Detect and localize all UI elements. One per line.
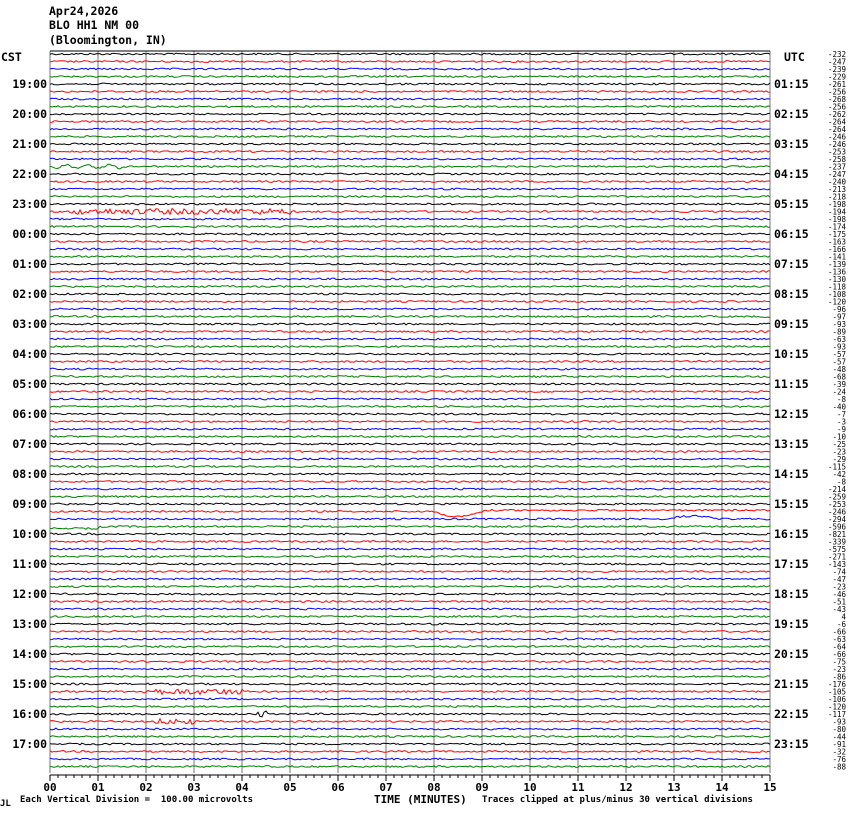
hour-label-left: 05:00 <box>12 377 47 391</box>
trace-line <box>50 728 770 730</box>
trace-line <box>50 509 770 517</box>
x-tick-label: 11 <box>571 781 585 794</box>
trace-line <box>50 406 770 408</box>
hour-label-left: 09:00 <box>12 497 47 511</box>
trace-line <box>50 271 770 273</box>
trace-offset-value: -91 <box>832 740 846 749</box>
trace-offset-value: -63 <box>832 635 846 644</box>
trace-offset-value: -117 <box>827 710 846 719</box>
trace-line <box>50 346 770 348</box>
x-tick-label: 07 <box>379 781 393 794</box>
trace-offset-value: -264 <box>827 125 846 134</box>
trace-line <box>50 473 770 475</box>
trace-offset-value: -264 <box>827 117 846 127</box>
trace-offset-value: -256 <box>827 102 846 112</box>
hour-label-right: 10:15 <box>774 347 809 361</box>
trace-offset-value: -40 <box>832 402 846 412</box>
trace-offset-value: -120 <box>827 702 846 712</box>
trace-line <box>50 256 770 258</box>
trace-line <box>50 766 770 768</box>
hour-label-left: 19:00 <box>12 77 47 91</box>
trace-offset-value: -256 <box>827 87 846 97</box>
hour-label-right: 07:15 <box>774 257 809 271</box>
trace-line <box>50 308 770 310</box>
trace-offset-value: -63 <box>832 335 846 344</box>
hour-label-left: 22:00 <box>12 167 47 181</box>
hour-label-left: 15:00 <box>12 677 47 691</box>
trace-offset-value: -253 <box>827 500 846 509</box>
trace-offset-value: -247 <box>827 170 846 179</box>
trace-line <box>50 136 770 138</box>
x-tick-label: 13 <box>667 781 681 794</box>
hour-label-left: 08:00 <box>12 467 47 481</box>
hour-label-left: 14:00 <box>12 647 47 661</box>
trace-offset-value: -247 <box>827 57 846 67</box>
trace-line <box>50 218 770 220</box>
trace-offset-value: -174 <box>827 222 846 232</box>
x-tick-label: 10 <box>523 781 537 794</box>
trace-line <box>50 616 770 618</box>
trace-offset-value: -166 <box>827 245 846 254</box>
hour-label-right: 16:15 <box>774 527 809 541</box>
trace-offset-value: -821 <box>827 530 846 539</box>
hour-label-left: 23:00 <box>12 197 47 211</box>
trace-line <box>50 421 770 423</box>
trace-line <box>50 458 770 460</box>
hour-label-left: 04:00 <box>12 347 47 361</box>
trace-line <box>50 383 770 385</box>
trace-offset-value: -25 <box>832 440 846 449</box>
station-location: (Bloomington, IN) <box>49 33 167 47</box>
trace-offset-value: -9 <box>836 425 846 434</box>
hour-label-left: 20:00 <box>12 107 47 121</box>
trace-line <box>50 143 770 145</box>
trace-offset-value: -120 <box>827 297 846 307</box>
trace-offset-column <box>828 50 847 772</box>
trace-line <box>50 53 770 55</box>
trace-offset-value: -76 <box>832 755 846 764</box>
trace-offset-value: -214 <box>827 485 846 494</box>
trace-line <box>50 226 770 228</box>
trace-offset-value: -139 <box>827 260 846 269</box>
seismic-traces <box>50 53 770 767</box>
trace-line <box>50 436 770 438</box>
trace-line <box>50 278 770 280</box>
scale-note: Each Vertical Division = 100.00 microvolts <box>20 795 253 805</box>
trace-offset-value: -141 <box>827 252 846 262</box>
hour-label-right: 01:15 <box>774 77 809 91</box>
trace-offset-value: -32 <box>832 747 846 757</box>
trace-offset-value: -29 <box>832 455 846 464</box>
trace-line <box>50 563 770 565</box>
x-tick-label: 03 <box>187 781 201 794</box>
trace-line <box>50 548 770 550</box>
trace-line <box>50 481 770 483</box>
x-tick-label: 09 <box>475 781 489 794</box>
hour-label-left: 10:00 <box>12 527 47 541</box>
trace-offset-value: -237 <box>827 162 846 172</box>
trace-line <box>50 736 770 738</box>
trace-line <box>50 368 770 370</box>
trace-line <box>50 413 770 415</box>
trace-offset-value: -246 <box>827 507 846 517</box>
trace-offset-value: -163 <box>827 237 846 247</box>
trace-line <box>50 556 770 558</box>
hour-label-right: 18:15 <box>774 587 809 601</box>
trace-line <box>50 98 770 100</box>
trace-line <box>50 526 770 530</box>
trace-line <box>50 668 770 670</box>
trace-line <box>50 689 770 694</box>
trace-line <box>50 398 770 400</box>
trace-offset-value: -240 <box>827 177 846 187</box>
hour-label-left: 16:00 <box>12 707 47 721</box>
trace-offset-value: -261 <box>827 80 846 89</box>
trace-offset-value: -213 <box>827 185 846 194</box>
trace-line <box>50 608 770 610</box>
trace-offset-value: -57 <box>832 350 846 359</box>
trace-offset-value: -64 <box>832 642 846 652</box>
trace-offset-value: -271 <box>827 552 846 562</box>
trace-offset-value: -88 <box>832 762 846 772</box>
trace-line <box>50 233 770 235</box>
hour-label-right: 03:15 <box>774 137 809 151</box>
trace-line <box>50 631 770 633</box>
trace-line <box>50 676 770 678</box>
trace-offset-value: -198 <box>827 215 846 224</box>
trace-line <box>50 661 770 663</box>
x-tick-label: 14 <box>715 781 729 794</box>
trace-offset-value: -68 <box>832 372 846 382</box>
trace-line <box>50 601 770 603</box>
trace-offset-value: -194 <box>827 207 846 217</box>
trace-offset-value: -93 <box>832 342 846 352</box>
trace-line <box>50 719 770 724</box>
trace-offset-value: -262 <box>827 110 846 119</box>
x-tick-label: 08 <box>427 781 441 794</box>
trace-line <box>50 286 770 288</box>
hour-label-left: 17:00 <box>12 737 47 751</box>
trace-offset-value: -575 <box>827 545 846 554</box>
hour-label-right: 14:15 <box>774 467 809 481</box>
trace-line <box>50 181 770 183</box>
clip-note: Traces clipped at plus/minus 30 vertical divisions <box>482 795 753 805</box>
hour-label-left: 13:00 <box>12 617 47 631</box>
trace-line <box>50 316 770 318</box>
trace-offset-value: -268 <box>827 95 846 104</box>
trace-line <box>50 128 770 130</box>
trace-offset-value: -48 <box>832 365 846 374</box>
trace-offset-value: -96 <box>832 305 846 314</box>
hour-label-right: 09:15 <box>774 317 809 331</box>
trace-offset-value: -105 <box>827 687 846 697</box>
trace-offset-value: -143 <box>827 560 846 569</box>
trace-line <box>50 173 770 175</box>
hour-label-left: 00:00 <box>12 227 47 241</box>
trace-line <box>50 203 770 205</box>
trace-offset-value: -43 <box>832 605 846 614</box>
trace-line <box>50 515 770 520</box>
trace-offset-value: -118 <box>827 282 846 292</box>
trace-offset-value: -8 <box>836 477 846 487</box>
trace-line <box>50 451 770 453</box>
trace-line <box>50 113 770 115</box>
trace-offset-value: -239 <box>827 65 846 74</box>
hour-label-right: 19:15 <box>774 617 809 631</box>
trace-line <box>50 91 770 93</box>
corner-mark: JL <box>0 799 11 809</box>
trace-offset-value: -47 <box>832 575 846 584</box>
trace-offset-value: -175 <box>827 230 846 239</box>
trace-offset-value: -44 <box>832 732 846 742</box>
trace-line <box>50 466 770 468</box>
trace-line <box>50 338 770 340</box>
hour-label-right: 11:15 <box>774 377 809 391</box>
left-time-axis <box>12 77 47 751</box>
trace-line <box>50 541 770 543</box>
x-tick-label: 00 <box>43 781 57 794</box>
trace-line <box>50 711 770 717</box>
hour-label-left: 03:00 <box>12 317 47 331</box>
trace-offset-value: -176 <box>827 680 846 689</box>
x-tick-label: 01 <box>91 781 105 794</box>
trace-line <box>50 353 770 355</box>
trace-line <box>50 106 770 108</box>
trace-offset-value: -108 <box>827 290 846 299</box>
trace-offset-value: -42 <box>832 470 846 479</box>
trace-line <box>50 653 770 655</box>
trace-offset-value: -46 <box>832 590 846 599</box>
hour-label-right: 23:15 <box>774 737 809 751</box>
trace-line <box>50 76 770 78</box>
trace-offset-value: -97 <box>832 312 846 322</box>
trace-offset-value: -7 <box>836 410 846 419</box>
trace-line <box>50 751 770 753</box>
trace-line <box>50 151 770 153</box>
x-tick-label: 06 <box>331 781 345 794</box>
hour-label-right: 04:15 <box>774 167 809 181</box>
x-tick-label: 12 <box>619 781 633 794</box>
trace-offset-value: -246 <box>827 132 846 142</box>
trace-offset-value: -23 <box>832 665 846 674</box>
trace-offset-value: -136 <box>827 267 846 277</box>
trace-offset-value: -39 <box>832 380 846 389</box>
trace-offset-value: -74 <box>832 567 846 577</box>
trace-offset-value: -130 <box>827 275 846 284</box>
trace-line <box>50 496 770 498</box>
hour-label-right: 17:15 <box>774 557 809 571</box>
trace-line <box>50 323 770 325</box>
trace-line <box>50 488 770 490</box>
trace-offset-value: -115 <box>827 462 846 472</box>
trace-offset-value: -66 <box>832 627 846 637</box>
x-tick-label: 15 <box>763 781 777 794</box>
trace-line <box>50 61 770 63</box>
trace-line <box>50 683 770 685</box>
hour-label-right: 20:15 <box>774 647 809 661</box>
trace-offset-value: -218 <box>827 192 846 202</box>
trace-offset-value: -57 <box>832 357 846 367</box>
trace-offset-value: -259 <box>827 492 846 502</box>
hour-label-right: 08:15 <box>774 287 809 301</box>
trace-line <box>50 638 770 640</box>
trace-offset-value: -246 <box>827 140 846 149</box>
trace-offset-value: -93 <box>832 717 846 727</box>
trace-line <box>50 293 770 295</box>
trace-line <box>50 209 770 215</box>
trace-offset-value: -80 <box>832 725 846 734</box>
trace-line <box>50 301 770 303</box>
hour-label-left: 02:00 <box>12 287 47 301</box>
trace-line <box>50 196 770 198</box>
trace-line <box>50 593 770 595</box>
right-timezone-label: UTC <box>784 50 805 64</box>
trace-offset-value: -294 <box>827 515 846 524</box>
trace-line <box>50 586 770 588</box>
trace-line <box>50 571 770 573</box>
x-tick-label: 04 <box>235 781 249 794</box>
x-axis <box>43 775 776 794</box>
trace-offset-value: -23 <box>832 582 846 592</box>
trace-offset-value: -66 <box>832 650 846 659</box>
trace-line <box>50 361 770 363</box>
trace-line <box>50 188 770 190</box>
trace-offset-value: -75 <box>832 657 846 667</box>
trace-offset-value: -253 <box>827 147 846 157</box>
hour-label-right: 06:15 <box>774 227 809 241</box>
trace-line <box>50 533 770 535</box>
trace-line <box>50 248 770 250</box>
trace-offset-value: -3 <box>836 417 846 427</box>
hour-label-left: 07:00 <box>12 437 47 451</box>
hour-label-right: 12:15 <box>774 407 809 421</box>
trace-line <box>50 758 770 760</box>
x-axis-title: TIME (MINUTES) <box>374 793 467 806</box>
trace-line <box>50 743 770 745</box>
trace-line <box>50 376 770 378</box>
hour-label-right: 13:15 <box>774 437 809 451</box>
plot-date: Apr24,2026 <box>49 4 119 18</box>
trace-line <box>50 623 770 625</box>
trace-offset-value: -106 <box>827 695 846 704</box>
x-tick-label: 05 <box>283 781 297 794</box>
trace-offset-value: -86 <box>832 672 846 682</box>
trace-offset-value: -8 <box>836 395 846 404</box>
trace-line <box>50 698 770 700</box>
trace-offset-value: -198 <box>827 200 846 209</box>
hour-label-right: 05:15 <box>774 197 809 211</box>
trace-line <box>50 706 770 708</box>
hour-label-right: 02:15 <box>774 107 809 121</box>
trace-line <box>50 121 770 123</box>
trace-line <box>50 241 770 243</box>
hour-label-left: 12:00 <box>12 587 47 601</box>
trace-line <box>50 503 770 505</box>
trace-offset-value: 4 <box>841 612 846 622</box>
trace-line <box>50 83 770 85</box>
right-time-axis <box>774 77 809 751</box>
trace-line <box>50 428 770 430</box>
left-timezone-label: CST <box>1 50 22 64</box>
hour-label-left: 21:00 <box>12 137 47 151</box>
trace-offset-value: -89 <box>832 327 846 337</box>
trace-line <box>50 158 770 160</box>
trace-offset-value: -339 <box>827 537 846 547</box>
trace-offset-value: -23 <box>832 447 846 457</box>
hour-label-right: 22:15 <box>774 707 809 721</box>
trace-offset-value: -10 <box>832 432 846 442</box>
x-tick-label: 02 <box>139 781 153 794</box>
trace-line <box>50 263 770 265</box>
hour-label-right: 15:15 <box>774 497 809 511</box>
trace-line <box>50 578 770 580</box>
trace-offset-value: -51 <box>832 597 846 607</box>
trace-line <box>50 164 770 169</box>
trace-offset-value: -229 <box>827 72 846 82</box>
hour-label-left: 11:00 <box>12 557 47 571</box>
trace-line <box>50 646 770 648</box>
trace-offset-value: -258 <box>827 155 846 164</box>
trace-offset-value: -6 <box>836 620 846 629</box>
hour-label-left: 01:00 <box>12 257 47 271</box>
hour-label-left: 06:00 <box>12 407 47 421</box>
trace-line <box>50 331 770 333</box>
trace-offset-value: -93 <box>832 320 846 329</box>
trace-line <box>50 68 770 70</box>
hour-label-right: 21:15 <box>774 677 809 691</box>
trace-line <box>50 443 770 445</box>
trace-offset-value: -232 <box>827 50 846 59</box>
trace-offset-value: -596 <box>827 522 846 532</box>
trace-offset-value: -24 <box>832 387 846 397</box>
station-code: BLO HH1 NM 00 <box>49 18 140 32</box>
trace-line <box>50 391 770 393</box>
